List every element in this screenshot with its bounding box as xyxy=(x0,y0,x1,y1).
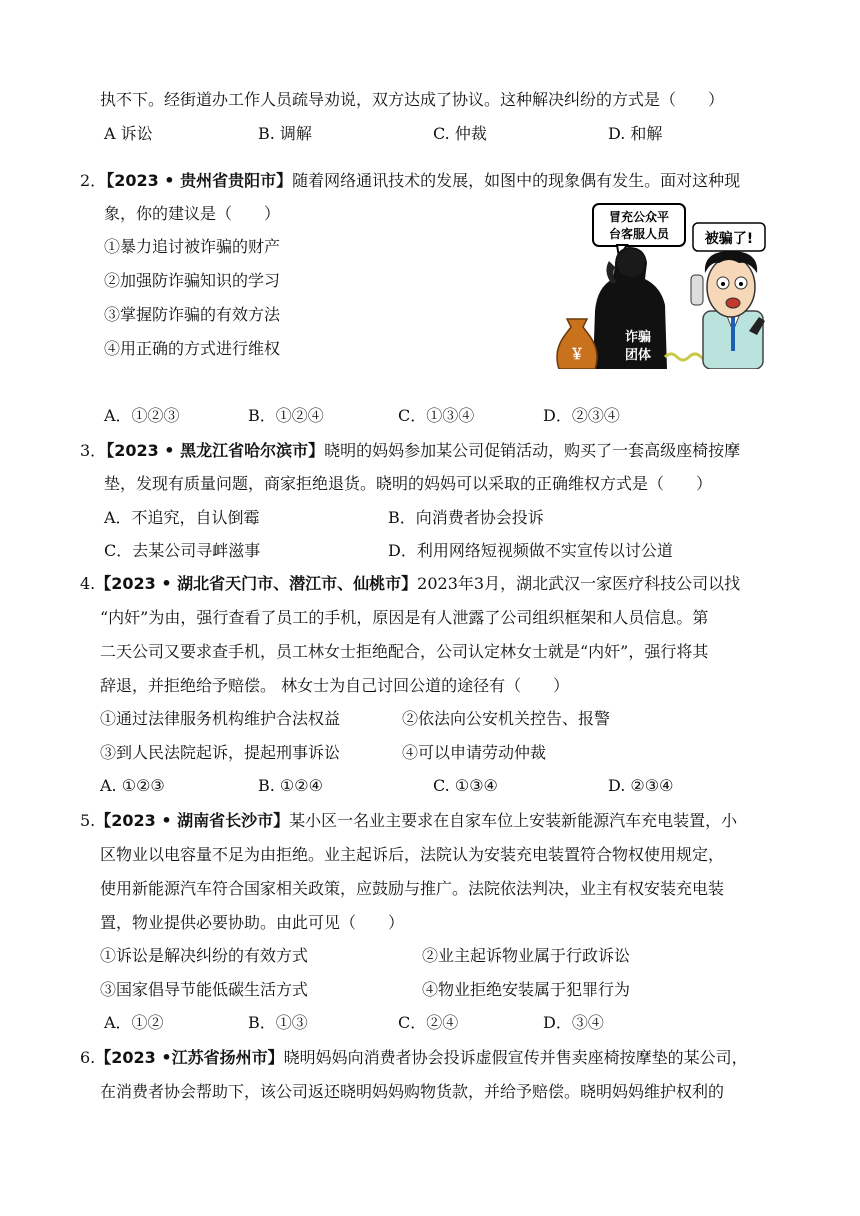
q5-stem-line-1 xyxy=(80,811,737,831)
money-bag-symbol: ￥ xyxy=(570,347,584,363)
q6-stem-line-2: 在消费者协会帮助下，该公司返还晓明妈妈购物货款，并给予赔偿。晓明妈妈维护权利的 xyxy=(100,1082,725,1101)
q1-option-d: D. 和解 xyxy=(608,124,663,143)
q4-item-3: ③到人民法院起诉，提起刑事诉讼 xyxy=(100,743,341,762)
q5-stem-line-4: 置，物业提供必要协助。由此可见（ ） xyxy=(100,913,405,932)
q3-stem-line-1 xyxy=(80,441,740,461)
q5-item-4: ④物业拒绝安装属于犯罪行为 xyxy=(422,980,631,999)
q3-stem-text: 晓明的妈妈参加某公司促销活动，购买了一套高级座椅按摩 xyxy=(324,441,741,460)
q2-item-4: ④用正确的方式进行维权 xyxy=(104,339,281,358)
bubble-1-line-2: 台客服人员 xyxy=(608,227,670,241)
q4-item-4: ④可以申请劳动仲裁 xyxy=(402,743,547,762)
q3-source: 【2023 • 黑龙江省哈尔滨市】 xyxy=(106,441,325,460)
q6-stem-line-1 xyxy=(80,1048,748,1068)
q4-option-a: A. ①②③ xyxy=(100,776,165,795)
q4-item-1: ①通过法律服务机构维护合法权益 xyxy=(100,709,341,728)
scam-cartoon-figure xyxy=(553,201,788,369)
bubble-1-line-1: 冒充公众平 xyxy=(608,210,670,224)
q5-source: 【2023 • 湖南省长沙市】 xyxy=(95,811,290,830)
q4-stem-line-2: “内奸”为由，强行查看了员工的手机，原因是有人泄露了公司组织框架和人员信息。第 xyxy=(100,608,709,627)
q4-stem-text: 2023年3月，湖北武汉一家医疗科技公司以找 xyxy=(417,574,741,593)
q4-stem-line-4: 辞退，并拒绝给予赔偿。 林女士为自己讨回公道的途径有（ ） xyxy=(100,676,570,695)
q2-number: 2． xyxy=(80,171,107,190)
q2-option-d: D．②③④ xyxy=(543,406,620,425)
q1-option-c: C. 仲裁 xyxy=(433,124,487,143)
q5-option-d: D．③④ xyxy=(543,1013,604,1032)
q3-number: 3． xyxy=(80,441,107,460)
q4-option-b: B. ①②④ xyxy=(258,776,323,795)
q1-stem-continuation: 执不下。经街道办工作人员疏导劝说，双方达成了协议。这种解决纠纷的方式是（ ） xyxy=(100,90,725,109)
scam-group-label-2: 团体 xyxy=(625,348,652,363)
q5-stem-line-3: 使用新能源汽车符合国家相关政策，应鼓励与推广。法院依法判决，业主有权安装充电装 xyxy=(100,879,725,898)
q4-source: 【2023 • 湖北省天门市、潜江市、仙桃市】 xyxy=(95,574,418,593)
q2-option-b: B．①②④ xyxy=(248,406,324,425)
q2-stem-line-1 xyxy=(80,171,740,191)
q3-option-c: C．去某公司寻衅滋事 xyxy=(104,541,261,560)
q2-item-1: ①暴力追讨被诈骗的财产 xyxy=(104,237,281,256)
victim-phone-icon xyxy=(691,275,703,305)
q6-stem-text: 晓明妈妈向消费者协会投诉虚假宣传并售卖座椅按摩垫的某公司， xyxy=(283,1048,748,1067)
q2-source: 【2023 • 贵州省贵阳市】 xyxy=(106,171,293,190)
q5-stem-text: 某小区一名业主要求在自家车位上安装新能源汽车充电装置，小 xyxy=(289,811,738,830)
bubble-2-text: 被骗了! xyxy=(704,231,754,247)
q3-option-b: B．向消费者协会投诉 xyxy=(388,508,544,527)
scam-group-label-1: 诈骗 xyxy=(625,330,652,345)
q4-stem-line-3: 二天公司又要求查手机，员工林女士拒绝配合，公司认定林女士就是“内奸”，强行将其 xyxy=(100,642,709,661)
q5-item-1: ①诉讼是解决纠纷的有效方式 xyxy=(100,946,309,965)
q1-option-a: A 诉讼 xyxy=(104,124,153,143)
q5-stem-line-2: 区物业以电容量不足为由拒绝。业主起诉后，法院认为安装充电装置符合物权使用规定， xyxy=(100,845,725,864)
q4-stem-line-1 xyxy=(80,574,740,594)
q4-option-d: D. ②③④ xyxy=(608,776,674,795)
q3-option-a: A．不追究，自认倒霉 xyxy=(104,508,260,527)
q5-number: 5. xyxy=(80,811,96,830)
q2-stem-text: 随着网络通讯技术的发展，如图中的现象偶有发生。面对这种现 xyxy=(292,171,741,190)
q1-option-b: B. 调解 xyxy=(258,124,312,143)
q5-option-a: A．①② xyxy=(104,1013,164,1032)
q3-stem-line-2: 垫，发现有质量问题，商家拒绝退货。晓明的妈妈可以采取的正确维权方式是（ ） xyxy=(104,474,713,493)
q2-option-c: C．①③④ xyxy=(398,406,475,425)
q5-option-c: C．②④ xyxy=(398,1013,459,1032)
q6-number: 6. xyxy=(80,1048,96,1067)
q2-stem-line-2: 象，你的建议是（ ） xyxy=(104,204,281,223)
q2-item-2: ②加强防诈骗知识的学习 xyxy=(104,271,281,290)
q3-option-d: D．利用网络短视频做不实宣传以讨公道 xyxy=(388,541,673,560)
q2-option-a: A．①②③ xyxy=(104,406,180,425)
q4-number: 4. xyxy=(80,574,96,593)
q2-item-3: ③掌握防诈骗的有效方法 xyxy=(104,305,281,324)
q4-option-c: C. ①③④ xyxy=(433,776,498,795)
q5-option-b: B．①③ xyxy=(248,1013,308,1032)
q6-source: 【2023 •江苏省扬州市】 xyxy=(95,1048,284,1067)
q5-item-2: ②业主起诉物业属于行政诉讼 xyxy=(422,946,631,965)
q5-item-3: ③国家倡导节能低碳生活方式 xyxy=(100,980,309,999)
q4-item-2: ②依法向公安机关控告、报警 xyxy=(402,709,611,728)
